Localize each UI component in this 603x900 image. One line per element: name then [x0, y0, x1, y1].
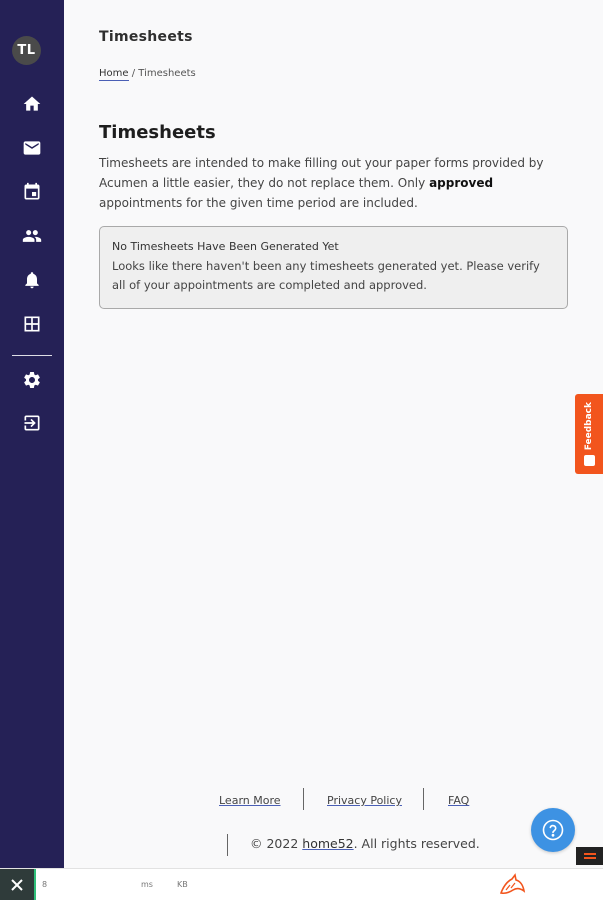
copyright-separator — [227, 834, 228, 856]
toolbar-accent — [34, 869, 36, 900]
copyright-suffix: . All rights reserved. — [353, 836, 480, 851]
logout-icon — [22, 413, 42, 433]
page-header-title: Timesheets — [99, 29, 193, 45]
bell-icon — [22, 270, 42, 290]
sidebar-item-messages[interactable] — [20, 136, 44, 160]
feedback-tab[interactable] — [575, 394, 603, 474]
copyright-link[interactable]: home52 — [302, 836, 354, 851]
intro-text-bold: approved — [429, 176, 494, 190]
footer-link-learn-more[interactable]: Learn More — [219, 794, 281, 807]
bottom-toolbar — [0, 868, 603, 900]
toolbar-field-c: KB — [177, 880, 188, 889]
page-title: Timesheets — [99, 122, 216, 143]
notice-body: Looks like there haven't been any timesheets generated yet. Please verify all of your appointments are completed and approved. — [112, 259, 540, 292]
table-icon — [22, 314, 42, 334]
copyright — [250, 836, 480, 851]
intro-text-end: appointments for the given time period are included. — [99, 196, 418, 210]
footer-separator — [303, 788, 304, 810]
sidebar-item-calendar[interactable] — [20, 180, 44, 204]
footer-link-privacy-policy[interactable]: Privacy Policy — [327, 794, 402, 807]
sidebar-item-people[interactable] — [20, 224, 44, 248]
copyright-prefix: © 2022 — [250, 836, 303, 851]
fox-logo-icon — [498, 873, 526, 897]
sidebar-divider — [12, 355, 52, 356]
avatar-initials: TL — [17, 43, 36, 58]
notice-title: No Timesheets Have Been Generated Yet — [112, 240, 339, 253]
feedback-icon — [584, 455, 595, 466]
mail-icon — [22, 138, 42, 158]
breadcrumb — [99, 68, 196, 79]
home-icon — [22, 94, 42, 114]
badge-icon — [584, 853, 596, 859]
footer-separator — [423, 788, 424, 810]
breadcrumb-home-link[interactable]: Home — [99, 68, 129, 79]
intro-text — [99, 153, 569, 213]
empty-state-notice — [99, 226, 568, 309]
sidebar-item-settings[interactable] — [20, 368, 44, 392]
sidebar-item-logout[interactable] — [20, 411, 44, 435]
dark-badge[interactable] — [576, 847, 603, 865]
footer-links — [0, 788, 603, 814]
question-icon — [541, 818, 565, 842]
intro-text-start: Timesheets are intended to make filling out your paper forms provided by Acumen a little easier, they do not replace them. Only — [99, 156, 544, 190]
breadcrumb-current: Timesheets — [138, 68, 196, 79]
close-button[interactable] — [0, 869, 34, 900]
calendar-icon — [22, 182, 42, 202]
toolbar-field-b: ms — [141, 880, 153, 889]
close-icon — [11, 879, 23, 891]
sidebar-item-timesheets[interactable] — [20, 312, 44, 336]
feedback-label: Feedback — [584, 402, 594, 451]
avatar[interactable] — [12, 36, 41, 65]
gear-icon — [22, 370, 42, 390]
footer-link-faq[interactable]: FAQ — [448, 794, 470, 807]
sidebar-item-notifications[interactable] — [20, 268, 44, 292]
sidebar — [0, 0, 64, 868]
toolbar-field-a: 8 — [42, 880, 48, 889]
people-icon — [22, 226, 42, 246]
sidebar-item-home[interactable] — [20, 92, 44, 116]
breadcrumb-separator: / — [128, 68, 139, 79]
help-button[interactable] — [531, 808, 575, 852]
